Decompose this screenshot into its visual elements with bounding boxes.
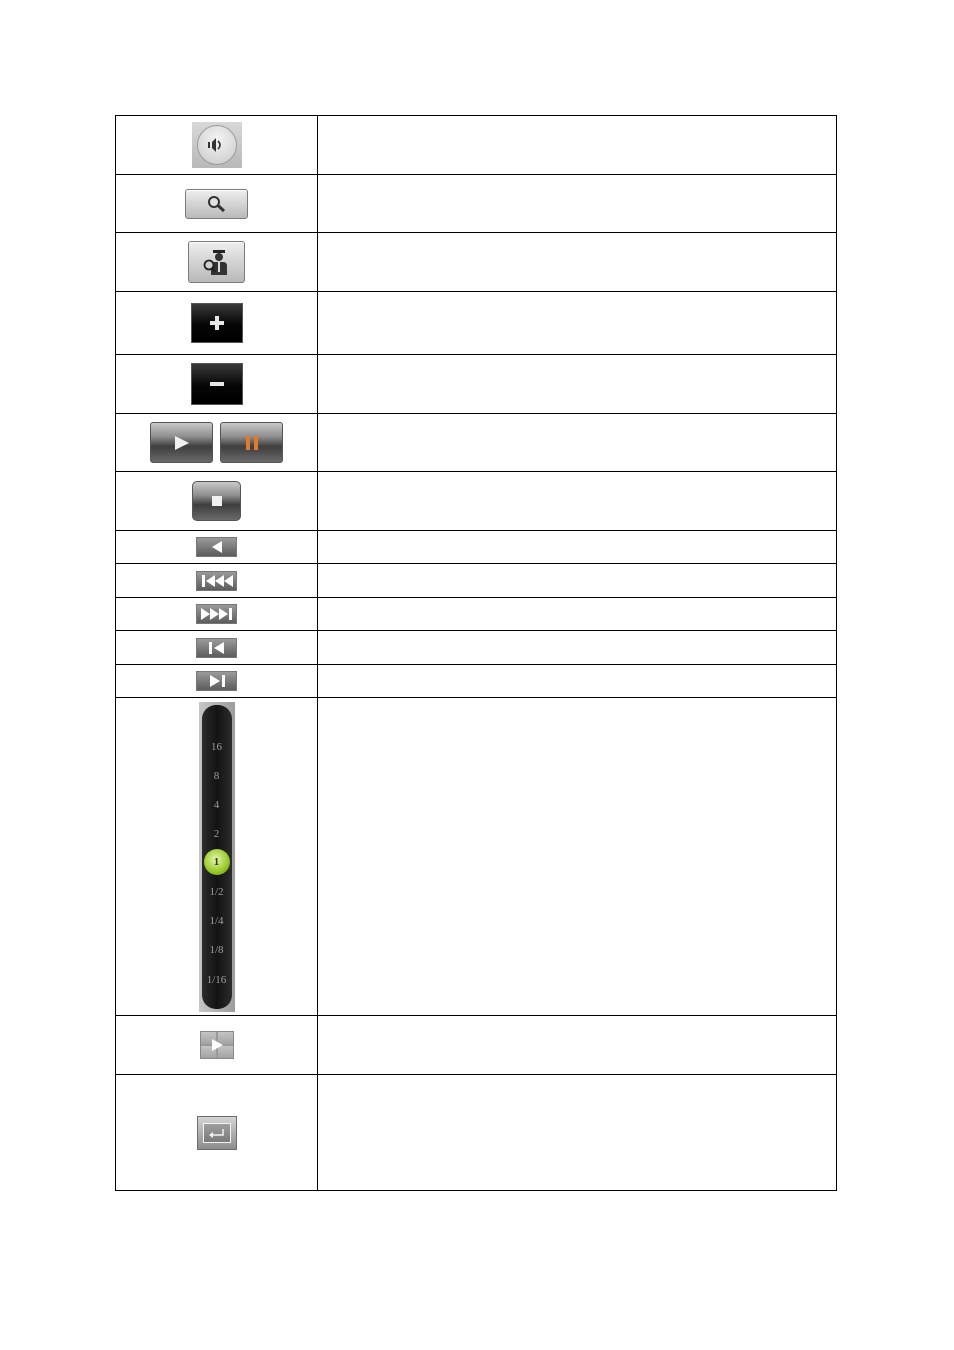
description-cell [318, 472, 837, 531]
fast-rewind-button[interactable] [196, 571, 237, 591]
speed-tick: 1/16 [206, 973, 227, 986]
plus-icon [210, 316, 224, 330]
table-row [116, 598, 837, 631]
table-row [116, 564, 837, 598]
description-cell [318, 698, 837, 1016]
table-row [116, 355, 837, 414]
reverse-play-button[interactable] [196, 537, 237, 557]
description-cell [318, 414, 837, 472]
fast-rewind-icon [201, 575, 233, 587]
speed-slider-track [202, 705, 232, 1009]
fast-forward-icon [201, 608, 233, 620]
enter-icon [208, 1128, 226, 1138]
icon-cell [116, 631, 318, 665]
speed-tick: 1/2 [209, 885, 224, 898]
icon-cell [116, 116, 318, 175]
split-screen-icon [210, 1038, 224, 1052]
step-forward-button[interactable] [196, 671, 237, 691]
person-search-icon [200, 248, 234, 276]
step-back-icon [208, 642, 226, 654]
pause-icon [245, 436, 259, 450]
play-icon [174, 436, 190, 450]
description-cell [318, 564, 837, 598]
speed-slider-knob[interactable]: 1 [204, 849, 230, 875]
zoom-in-button[interactable] [191, 303, 243, 343]
icon-cell [116, 665, 318, 698]
fast-forward-button[interactable] [196, 604, 237, 624]
table-row [116, 472, 837, 531]
speed-tick: 1/4 [209, 914, 224, 927]
description-cell [318, 1016, 837, 1075]
table-row [116, 175, 837, 233]
description-cell [318, 598, 837, 631]
minus-icon [210, 382, 224, 386]
table-row [116, 414, 837, 472]
zoom-out-button[interactable] [191, 363, 243, 405]
enter-button[interactable] [197, 1116, 237, 1150]
stop-button[interactable] [192, 481, 241, 521]
icon-cell [116, 355, 318, 414]
person-search-button[interactable] [188, 241, 245, 283]
stop-icon [212, 496, 222, 506]
icon-cell [116, 698, 318, 1016]
icon-cell [116, 598, 318, 631]
pause-button[interactable] [220, 422, 283, 463]
reverse-play-icon [211, 541, 223, 553]
icon-cell [116, 1075, 318, 1191]
speaker-button[interactable] [192, 122, 242, 168]
step-forward-icon [208, 675, 226, 687]
speed-tick: 4 [213, 798, 220, 811]
icon-cell [116, 175, 318, 233]
controls-table [115, 115, 837, 1191]
table-row [116, 665, 837, 698]
speed-tick: 8 [213, 769, 220, 782]
description-cell [318, 116, 837, 175]
search-icon [206, 195, 228, 213]
icon-cell [116, 414, 318, 472]
speed-tick: 1/8 [209, 943, 224, 956]
icon-cell [116, 1016, 318, 1075]
description-cell [318, 175, 837, 233]
description-cell [318, 233, 837, 292]
split-screen-button[interactable] [200, 1031, 234, 1059]
description-cell [318, 665, 837, 698]
icon-cell [116, 292, 318, 355]
table-row [116, 116, 837, 175]
play-button[interactable] [150, 422, 213, 463]
table-row [116, 233, 837, 292]
step-back-button[interactable] [196, 638, 237, 658]
icon-cell [116, 564, 318, 598]
table-row [116, 531, 837, 564]
icon-cell [116, 233, 318, 292]
speed-slider[interactable] [199, 702, 235, 1012]
speaker-icon [207, 137, 227, 153]
table-row [116, 292, 837, 355]
description-cell [318, 531, 837, 564]
description-cell [318, 1075, 837, 1191]
speed-tick: 2 [213, 827, 220, 840]
search-button[interactable] [185, 189, 248, 219]
speed-tick: 16 [211, 740, 222, 753]
icon-cell [116, 472, 318, 531]
icon-cell [116, 531, 318, 564]
description-cell [318, 355, 837, 414]
table-row [116, 1075, 837, 1191]
description-cell [318, 631, 837, 665]
table-row [116, 698, 837, 1016]
description-cell [318, 292, 837, 355]
table-row [116, 1016, 837, 1075]
table-row [116, 631, 837, 665]
